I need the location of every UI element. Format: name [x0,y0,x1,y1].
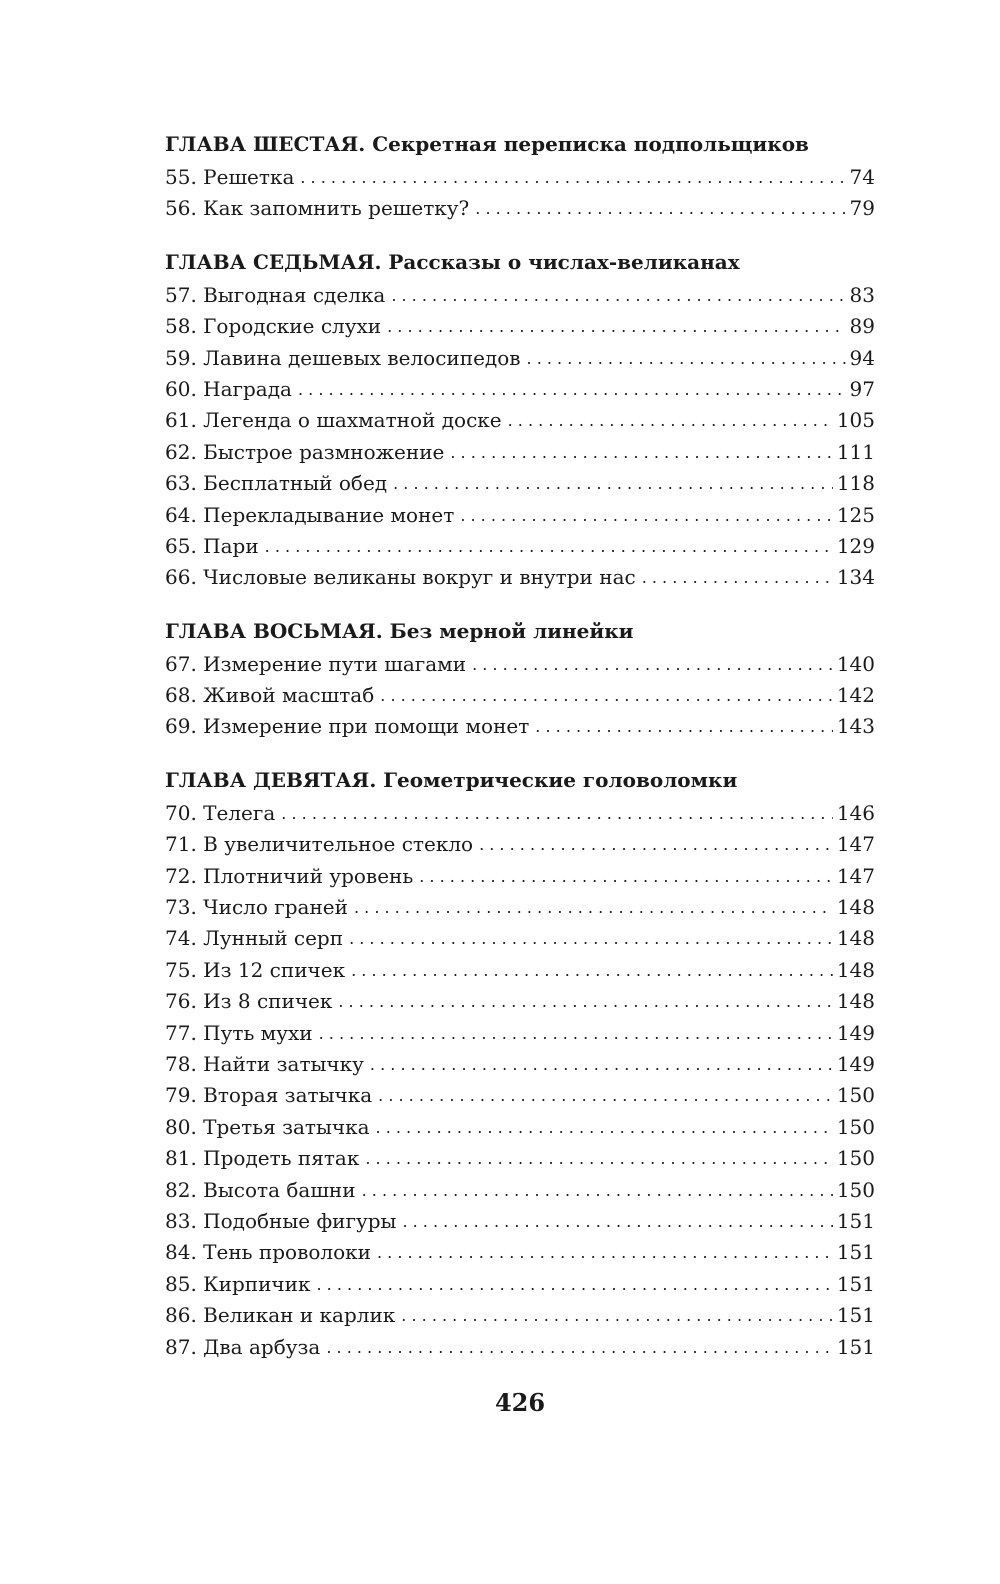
entry-page: 151 [836,1208,875,1233]
toc-entry [165,531,875,562]
entry-page: 150 [836,1114,875,1139]
dot-leader [450,437,832,468]
dot-leader [265,531,833,562]
toc-entry [165,798,875,829]
entry-title: 69. Измерение при помощи монет [165,714,530,739]
toc-entry [165,649,875,680]
entry-page: 142 [836,683,875,708]
entry-page: 79 [849,196,875,221]
entry-title: 80. Третья затычка [165,1114,370,1139]
entry-title: 64. Перекладывание монет [165,502,455,527]
chapter-heading: ГЛАВА СЕДЬМАЯ. Рассказы о числах-великанах [165,249,740,274]
dot-leader [351,955,833,986]
entry-title: 62. Быстрое размножение [165,439,445,464]
entry-title: 60. Награда [165,376,292,401]
chapter-heading: ГЛАВА ШЕСТАЯ. Секретная переписка подпольщиков [165,132,809,156]
dot-leader [393,468,833,499]
toc-entry [165,468,875,499]
entry-page: 74 [849,165,875,189]
dot-leader [378,1080,833,1111]
entry-page: 150 [836,1146,875,1171]
dot-leader [391,280,845,311]
entry-title: 77. Путь мухи [165,1020,313,1045]
dot-leader [365,1143,832,1174]
page-number: 426 [494,1388,546,1417]
dot-leader [508,405,833,436]
dot-leader [387,311,845,342]
entry-page: 134 [836,565,875,590]
chapter-heading: ГЛАВА ДЕВЯТАЯ. Геометрические головоломки [165,767,738,792]
dot-leader [527,343,846,374]
toc-entry [165,861,875,892]
entry-title: 76. Из 8 спичек [165,989,333,1014]
entry-page: 143 [836,714,875,739]
dot-leader [317,1269,833,1300]
dot-leader [326,1332,832,1363]
dot-leader [376,1112,833,1143]
entry-title: 56. Как запомнить решетку? [165,196,470,221]
entry-page: 151 [836,1303,875,1328]
toc-entry [165,1112,875,1143]
entry-title: 66. Числовые великаны вокруг и внутри нас [165,565,636,590]
entry-title: 74. Лунный серп [165,926,344,951]
entry-title: 59. Лавина дешевых велосипедов [165,345,521,370]
toc-entry [165,562,875,593]
toc-entry [165,680,875,711]
entry-title: 55. Решетка [165,165,295,189]
entry-title: 61. Легенда о шахматной доске [165,408,502,433]
entry-title: 65. Пари [165,533,259,558]
dot-leader [319,1018,833,1049]
entry-page: 129 [836,533,875,558]
entry-title: 86. Великан и карлик [165,1303,396,1328]
toc-entry [165,923,875,954]
toc-entry [165,1143,875,1174]
entry-title: 85. Кирпичик [165,1271,311,1296]
entry-title: 63. Бесплатный обед [165,471,388,496]
entry-page: 147 [836,832,875,857]
entry-page: 150 [836,1177,875,1202]
entry-title: 87. Два арбуза [165,1334,321,1359]
toc-entry [165,711,875,742]
entry-title: 78. Найти затычку [165,1051,364,1076]
dot-leader [300,162,845,193]
dot-leader [349,923,833,954]
entry-title: 84. Тень проволоки [165,1240,371,1265]
entry-page: 148 [836,989,875,1014]
entry-title: 71. В увеличительное стекло [165,832,474,857]
table-of-contents [165,127,875,1363]
entry-page: 148 [836,895,875,920]
toc-entry [165,193,875,224]
dot-leader [535,711,833,742]
entry-title: 81. Продеть пятак [165,1146,360,1171]
dot-leader [370,1049,833,1080]
dot-leader [401,1300,833,1331]
entry-title: 58. Городские слухи [165,314,382,339]
chapter-heading: ГЛАВА ВОСЬМАЯ. Без мерной линейки [165,618,634,643]
dot-leader [479,829,833,860]
entry-page: 94 [849,345,875,370]
toc-entry [165,1080,875,1111]
entry-page: 147 [836,863,875,888]
dot-leader [472,649,833,680]
dot-leader [362,1175,833,1206]
entry-page: 97 [849,376,875,401]
toc-entry [165,1300,875,1331]
toc-entry [165,1018,875,1049]
toc-section [165,245,875,594]
dot-leader [281,798,833,829]
entry-title: 75. Из 12 спичек [165,957,346,982]
entry-page: 140 [836,651,875,676]
entry-page: 125 [836,502,875,527]
toc-entry [165,1049,875,1080]
toc-entry [165,1237,875,1268]
toc-entry [165,1206,875,1237]
dot-leader [642,562,833,593]
entry-title: 57. Выгодная сделка [165,282,386,307]
entry-title: 67. Измерение пути шагами [165,651,467,676]
entry-page: 105 [836,408,875,433]
toc-entry [165,405,875,436]
dot-leader [380,680,833,711]
entry-page: 89 [849,314,875,339]
toc-entry [165,437,875,468]
toc-entry [165,374,875,405]
toc-section [165,763,875,1363]
toc-entry [165,280,875,311]
toc-entry [165,500,875,531]
toc-entry [165,955,875,986]
entry-title: 82. Высота башни [165,1177,356,1202]
entry-page: 151 [836,1334,875,1359]
toc-entry [165,162,875,193]
entry-page: 151 [836,1240,875,1265]
entry-page: 150 [836,1083,875,1108]
entry-page: 118 [836,471,875,496]
toc-entry [165,343,875,374]
entry-title: 83. Подобные фигуры [165,1208,397,1233]
dot-leader [475,193,845,224]
entry-page: 148 [836,926,875,951]
toc-entry [165,311,875,342]
entry-title: 72. Плотничий уровень [165,863,414,888]
entry-title: 70. Телега [165,800,276,825]
toc-entry [165,1175,875,1206]
entry-page: 146 [836,800,875,825]
dot-leader [419,861,833,892]
dot-leader [338,986,832,1017]
toc-entry [165,829,875,860]
entry-title: 79. Вторая затычка [165,1083,373,1108]
toc-entry [165,1332,875,1363]
toc-section [165,614,875,743]
dot-leader [402,1206,832,1237]
entry-page: 83 [849,282,875,307]
dot-leader [354,892,833,923]
entry-page: 148 [836,957,875,982]
toc-entry [165,986,875,1017]
entry-page: 111 [836,439,875,464]
dot-leader [298,374,846,405]
toc-entry [165,1269,875,1300]
entry-title: 73. Число граней [165,895,348,920]
entry-page: 149 [836,1051,875,1076]
toc-entry [165,892,875,923]
entry-page: 151 [836,1271,875,1296]
dot-leader [377,1237,833,1268]
toc-section [165,127,875,225]
entry-page: 149 [836,1020,875,1045]
dot-leader [460,500,833,531]
entry-title: 68. Живой масштаб [165,683,375,708]
